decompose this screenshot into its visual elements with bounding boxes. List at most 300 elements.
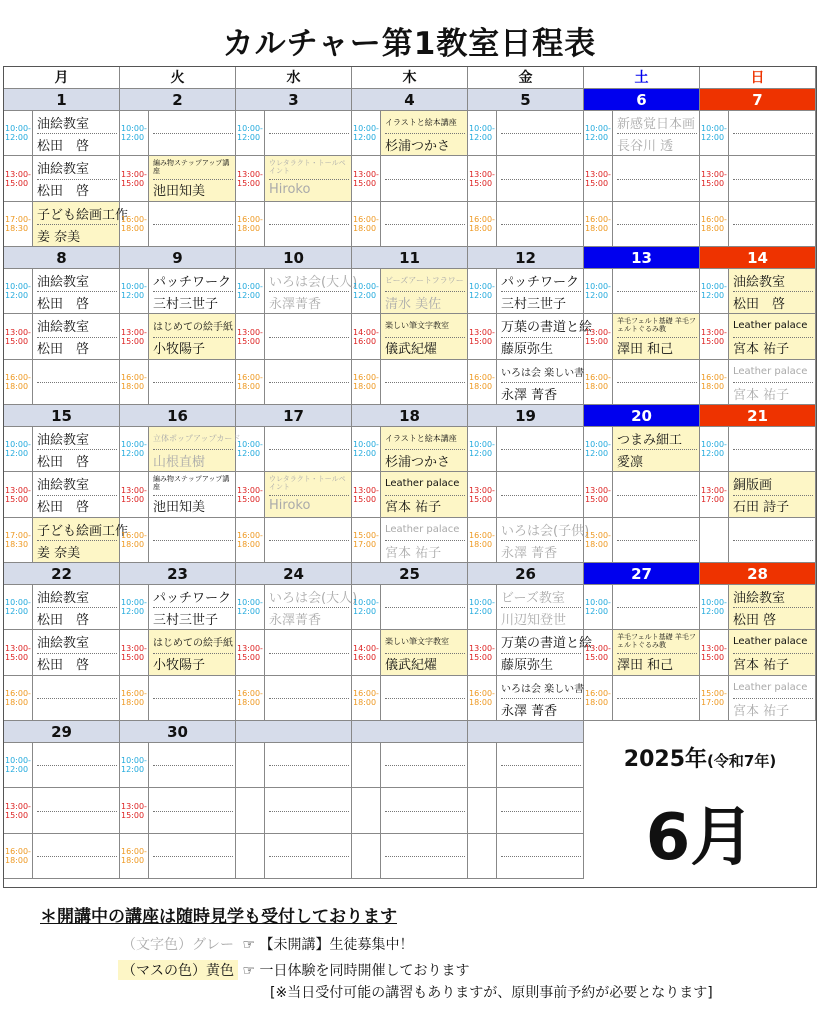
slot-body (381, 314, 467, 359)
slot-time-start: 16:00- (353, 373, 379, 382)
instructor-name (617, 540, 697, 562)
slot-time-end: 18:00 (469, 224, 493, 233)
course-name (617, 360, 697, 383)
slot-time-end: 18:00 (585, 224, 609, 233)
course-name (153, 111, 233, 134)
slot-body (33, 743, 119, 787)
slot-time (468, 834, 497, 878)
instructor-name: 宮本 祐子 (733, 658, 790, 674)
class-slot (4, 834, 120, 879)
class-slot (236, 834, 352, 879)
slot-time-start: 16:00- (121, 689, 147, 698)
slot-time (4, 743, 33, 787)
slot-time-start: 10:00- (5, 756, 31, 765)
slot-body (613, 630, 699, 675)
slot-time (120, 111, 149, 155)
slot-time (352, 314, 381, 359)
slot-time-end: 15:00 (5, 178, 29, 188)
legend-yellow (118, 960, 469, 980)
class-slot (4, 585, 120, 630)
course-name (269, 743, 349, 766)
slot-time-start: 10:00- (353, 440, 379, 449)
course-name: パッチワーク (153, 269, 233, 292)
slot-time-start: 17:00- (5, 531, 31, 540)
course-name: はじめての絵手紙 (153, 314, 233, 338)
slot-time-end: 12:00 (469, 133, 493, 142)
instructor-name: 儀武紀燿 (385, 342, 438, 358)
slot-body (381, 676, 467, 720)
class-slot (120, 314, 236, 360)
slot-time-end: 17:00 (701, 698, 725, 707)
instructor-name: 宮本 祐子 (385, 500, 442, 516)
course-name (153, 743, 233, 766)
slot-time (236, 585, 265, 629)
slot-body (33, 518, 129, 562)
instructor-name (733, 224, 813, 246)
slot-time-end: 12:00 (469, 607, 493, 616)
day-number: 12 (468, 247, 584, 269)
instructor-name (617, 224, 697, 246)
course-name (153, 676, 233, 699)
slot-time-start: 13:00- (5, 643, 31, 653)
class-slot (120, 111, 236, 156)
slot-time-end: 12:00 (5, 449, 29, 458)
slot-body (265, 743, 351, 787)
instructor-name (269, 765, 349, 787)
course-name: 油絵教室 (37, 585, 117, 608)
class-slot (468, 156, 584, 202)
slot-time-start: 16:00- (701, 215, 727, 224)
slot-time (700, 427, 729, 471)
era-text: (令和7年) (707, 752, 777, 770)
slot-time-start: 16:00- (5, 689, 31, 698)
course-name: 楽しい筆文字教室 (385, 630, 465, 654)
slot-time-start: 15:00- (353, 531, 379, 540)
course-name (733, 111, 813, 134)
slot-time-end: 18:00 (353, 224, 377, 233)
slot-time-start: 16:00- (5, 847, 31, 856)
course-name (733, 202, 813, 225)
slot-time (700, 314, 729, 359)
course-name: Leather palace (733, 360, 813, 383)
slot-body (265, 202, 351, 246)
instructor-name: 松田 啓 (37, 500, 90, 516)
day-number: 23 (120, 563, 236, 585)
course-name: 子ども絵画工作 (37, 518, 117, 541)
slot-time (120, 834, 149, 878)
slot-body (381, 269, 467, 313)
course-name (385, 676, 465, 699)
day-number: 8 (4, 247, 120, 269)
slot-body (265, 585, 358, 629)
slot-time-end: 12:00 (5, 133, 29, 142)
instructor-name (733, 133, 813, 155)
slot-time-start: 13:00- (701, 643, 727, 653)
weekday-header: 月 (4, 67, 120, 89)
slot-time-start: 13:00- (121, 327, 147, 337)
class-slot (700, 360, 816, 405)
slot-body (33, 834, 119, 878)
slot-body (265, 360, 351, 404)
slot-time (700, 630, 729, 675)
slot-time-end: 15:00 (469, 652, 493, 662)
slot-body (265, 111, 351, 155)
instructor-name: 杉浦つかさ (385, 138, 451, 154)
slot-time-end: 12:00 (701, 449, 725, 458)
class-slot (352, 472, 468, 518)
year-month-box (585, 728, 815, 878)
day-number: 27 (584, 563, 700, 585)
day-number: 16 (120, 405, 236, 427)
day-number: 4 (352, 89, 468, 111)
class-slot (584, 360, 700, 405)
slot-time-end: 18:00 (469, 540, 493, 549)
slot-time-end: 16:00 (353, 652, 377, 662)
slot-body (613, 472, 699, 517)
class-slot (584, 156, 700, 202)
instructor-name (501, 133, 581, 155)
course-name: パッチワーク (153, 585, 233, 608)
slot-time (4, 630, 33, 675)
weekday-header: 水 (236, 67, 352, 89)
slot-time (468, 743, 497, 787)
course-name: はじめての絵手紙 (153, 630, 233, 654)
slot-time-start: 16:00- (237, 689, 263, 698)
slot-time-end: 12:00 (701, 607, 725, 616)
instructor-name (617, 179, 697, 202)
legend-gray-key: （文字色）グレー (122, 937, 234, 953)
course-name (617, 518, 697, 541)
instructor-name: 姜 奈美 (37, 229, 81, 245)
slot-time-start: 13:00- (469, 327, 495, 337)
slot-time-start: 13:00- (585, 327, 611, 337)
class-slot (352, 269, 468, 314)
instructor-name: 山根直樹 (153, 454, 206, 470)
slot-time-end: 12:00 (121, 449, 145, 458)
course-name (501, 202, 581, 225)
class-slot (468, 427, 584, 472)
instructor-name (153, 765, 233, 787)
course-name (37, 834, 117, 857)
slot-body (613, 427, 699, 471)
slot-time-end: 12:00 (237, 133, 261, 142)
slot-body (149, 427, 241, 471)
slot-time (468, 676, 497, 720)
slot-body (381, 472, 467, 517)
course-name: ウレタラクト・トールペイント (269, 156, 349, 180)
class-slot (468, 360, 584, 405)
slot-time-start: 10:00- (353, 124, 379, 133)
slot-time-start: 10:00- (585, 124, 611, 133)
class-slot (700, 427, 816, 472)
slot-time-start: 13:00- (469, 643, 495, 653)
slot-time (468, 630, 497, 675)
instructor-name: 愛凛 (617, 454, 644, 470)
slot-time-start: 16:00- (121, 215, 147, 224)
class-slot (468, 472, 584, 518)
slot-time-end: 15:00 (237, 178, 261, 188)
instructor-name (385, 179, 465, 202)
slot-time-start: 16:00- (353, 689, 379, 698)
slot-time (468, 360, 497, 404)
instructor-name: 石田 詩子 (733, 500, 790, 516)
slot-time-start: 10:00- (353, 282, 379, 291)
course-name (153, 834, 233, 857)
slot-time-end: 12:00 (585, 449, 609, 458)
slot-time-end: 15:00 (585, 652, 609, 662)
slot-time (584, 518, 613, 562)
slot-time-end: 15:00 (585, 178, 609, 188)
class-slot (120, 427, 241, 472)
slot-time-end: 18:00 (5, 856, 29, 865)
course-name (269, 314, 349, 338)
slot-time-end: 15:00 (5, 494, 29, 504)
class-slot (584, 269, 700, 314)
slot-body (729, 472, 815, 517)
weekday-header: 土 (584, 67, 700, 89)
slot-time (352, 834, 381, 878)
day-number: 30 (120, 721, 236, 743)
slot-time-start: 10:00- (701, 282, 727, 291)
course-name (153, 788, 233, 812)
class-slot (352, 360, 468, 405)
slot-time-end: 15:00 (353, 178, 377, 188)
class-slot (120, 518, 236, 563)
class-slot (468, 269, 584, 314)
slot-body (149, 360, 235, 404)
slot-body (613, 360, 699, 404)
course-name: 銅版画 (733, 472, 813, 496)
slot-time-end: 15:00 (469, 336, 493, 346)
slot-body (149, 585, 235, 629)
instructor-name (617, 495, 697, 518)
course-name: イラストと絵本講座 (385, 111, 465, 134)
slot-time-start: 13:00- (237, 327, 263, 337)
class-slot (4, 743, 120, 788)
slot-body (149, 518, 235, 562)
weekday-header: 木 (352, 67, 468, 89)
slot-time (236, 676, 265, 720)
class-slot (120, 743, 236, 788)
instructor-name: Hiroko (269, 182, 311, 198)
slot-time (4, 314, 33, 359)
class-slot (120, 472, 236, 518)
slot-time (352, 743, 381, 787)
day-number: 15 (4, 405, 120, 427)
day-number: 2 (120, 89, 236, 111)
instructor-name (617, 698, 697, 720)
slot-time-end: 15:00 (701, 652, 725, 662)
slot-time-end: 12:00 (469, 449, 493, 458)
class-slot (700, 202, 816, 247)
day-number (468, 721, 584, 743)
day-number: 22 (4, 563, 120, 585)
slot-body (497, 314, 593, 359)
slot-time-end: 18:00 (121, 698, 145, 707)
slot-time (352, 202, 381, 246)
course-name (385, 834, 465, 857)
instructor-name (733, 179, 813, 202)
course-name: 万葉の書道と絵 (501, 630, 581, 654)
class-slot (352, 743, 468, 788)
slot-body (729, 360, 815, 404)
instructor-name (385, 811, 465, 834)
slot-time-start: 10:00- (121, 440, 147, 449)
day-number: 26 (468, 563, 584, 585)
slot-body (381, 788, 467, 833)
slot-time-start: 15:00- (701, 689, 727, 698)
slot-time (468, 156, 497, 201)
slot-time-end: 15:00 (237, 652, 261, 662)
class-slot (352, 585, 468, 630)
course-name: Leather palace (385, 518, 465, 541)
slot-time (352, 630, 381, 675)
course-name: ビーズアートフラワー (385, 269, 465, 292)
slot-body (497, 788, 583, 833)
course-name: Leather palace (733, 314, 813, 338)
class-slot (468, 788, 584, 834)
slot-time-start: 13:00- (121, 485, 147, 495)
slot-time-end: 15:00 (701, 178, 725, 188)
slot-time (120, 676, 149, 720)
slot-time-end: 17:00 (353, 540, 377, 549)
class-slot (468, 111, 584, 156)
class-slot (468, 676, 584, 721)
slot-time-end: 15:00 (121, 494, 145, 504)
instructor-name: 宮本 祐子 (733, 387, 790, 403)
slot-body (613, 585, 699, 629)
class-slot (352, 834, 468, 879)
slot-time-start: 13:00- (5, 485, 31, 495)
slot-time (236, 314, 265, 359)
slot-time (352, 269, 381, 313)
course-name: パッチワーク (501, 269, 581, 292)
slot-time (120, 518, 149, 562)
slot-time (584, 630, 613, 675)
slot-time (352, 585, 381, 629)
course-name (385, 788, 465, 812)
slot-body (381, 743, 467, 787)
slot-time (584, 427, 613, 471)
class-slot (4, 472, 120, 518)
slot-time-start: 10:00- (701, 598, 727, 607)
instructor-name (385, 765, 465, 787)
slot-body (33, 156, 119, 201)
course-name: 油絵教室 (37, 314, 117, 338)
class-slot (236, 314, 352, 360)
slot-body (729, 676, 815, 720)
slot-time-start: 10:00- (5, 124, 31, 133)
class-slot (700, 518, 816, 563)
visit-note: ＊開講中の講座は随時見学も受付しております (40, 907, 397, 927)
instructor-name: Hiroko (269, 498, 311, 514)
slot-body (381, 360, 467, 404)
instructor-name (385, 607, 465, 629)
slot-time (584, 585, 613, 629)
course-name: 油絵教室 (37, 156, 117, 180)
slot-time-start: 16:00- (585, 689, 611, 698)
course-name (153, 202, 233, 225)
hand-pointer-icon: ☞ (242, 963, 256, 979)
class-slot (236, 630, 352, 676)
instructor-name (501, 449, 581, 471)
course-name (37, 743, 117, 766)
instructor-name: 松田 啓 (37, 454, 90, 470)
slot-time-start: 10:00- (701, 440, 727, 449)
instructor-name (385, 856, 465, 878)
course-name (269, 788, 349, 812)
slot-time (236, 269, 265, 313)
instructor-name (501, 811, 581, 834)
slot-body (149, 630, 235, 675)
course-name (385, 743, 465, 766)
hand-pointer-icon: ☞ (242, 937, 256, 953)
class-slot (352, 630, 468, 676)
course-name (153, 360, 233, 383)
weekday-header: 日 (700, 67, 816, 89)
slot-body (33, 427, 119, 471)
instructor-name (617, 607, 697, 629)
slot-time (700, 202, 729, 246)
course-name (269, 202, 349, 225)
slot-time-start: 10:00- (469, 598, 495, 607)
slot-time (236, 743, 265, 787)
instructor-name (153, 698, 233, 720)
slot-time (120, 360, 149, 404)
slot-time-start: 13:00- (701, 327, 727, 337)
slot-body (613, 314, 699, 359)
instructor-name: 三村三世子 (501, 296, 567, 312)
class-slot (4, 202, 129, 247)
slot-time-start: 13:00- (121, 169, 147, 179)
slot-time-start: 16:00- (121, 531, 147, 540)
slot-time-start: 13:00- (121, 643, 147, 653)
slot-time (120, 630, 149, 675)
class-slot (468, 743, 584, 788)
class-slot (236, 269, 358, 314)
class-slot (4, 156, 120, 202)
course-name (733, 156, 813, 180)
slot-time-start: 10:00- (237, 440, 263, 449)
slot-body (497, 518, 590, 562)
instructor-name (617, 382, 697, 404)
class-slot (700, 111, 816, 156)
day-number: 9 (120, 247, 236, 269)
slot-time-start: 10:00- (5, 598, 31, 607)
slot-time (236, 427, 265, 471)
course-name (617, 676, 697, 699)
slot-body (613, 156, 699, 201)
course-name (733, 427, 813, 450)
slot-time-end: 15:00 (121, 336, 145, 346)
slot-body (497, 360, 583, 404)
class-slot (468, 630, 593, 676)
slot-time (4, 518, 33, 562)
class-slot (120, 360, 236, 405)
slot-time-start: 16:00- (469, 373, 495, 382)
class-slot (468, 518, 590, 563)
slot-body (381, 585, 467, 629)
page-title: カルチャー第1教室日程表 (222, 26, 597, 62)
instructor-name (37, 698, 117, 720)
weekday-header: 金 (468, 67, 584, 89)
instructor-name (153, 133, 233, 155)
slot-body (381, 518, 467, 562)
instructor-name (269, 698, 349, 720)
slot-time (236, 788, 265, 833)
course-name: つまみ細工 (617, 427, 697, 450)
slot-time (584, 269, 613, 313)
